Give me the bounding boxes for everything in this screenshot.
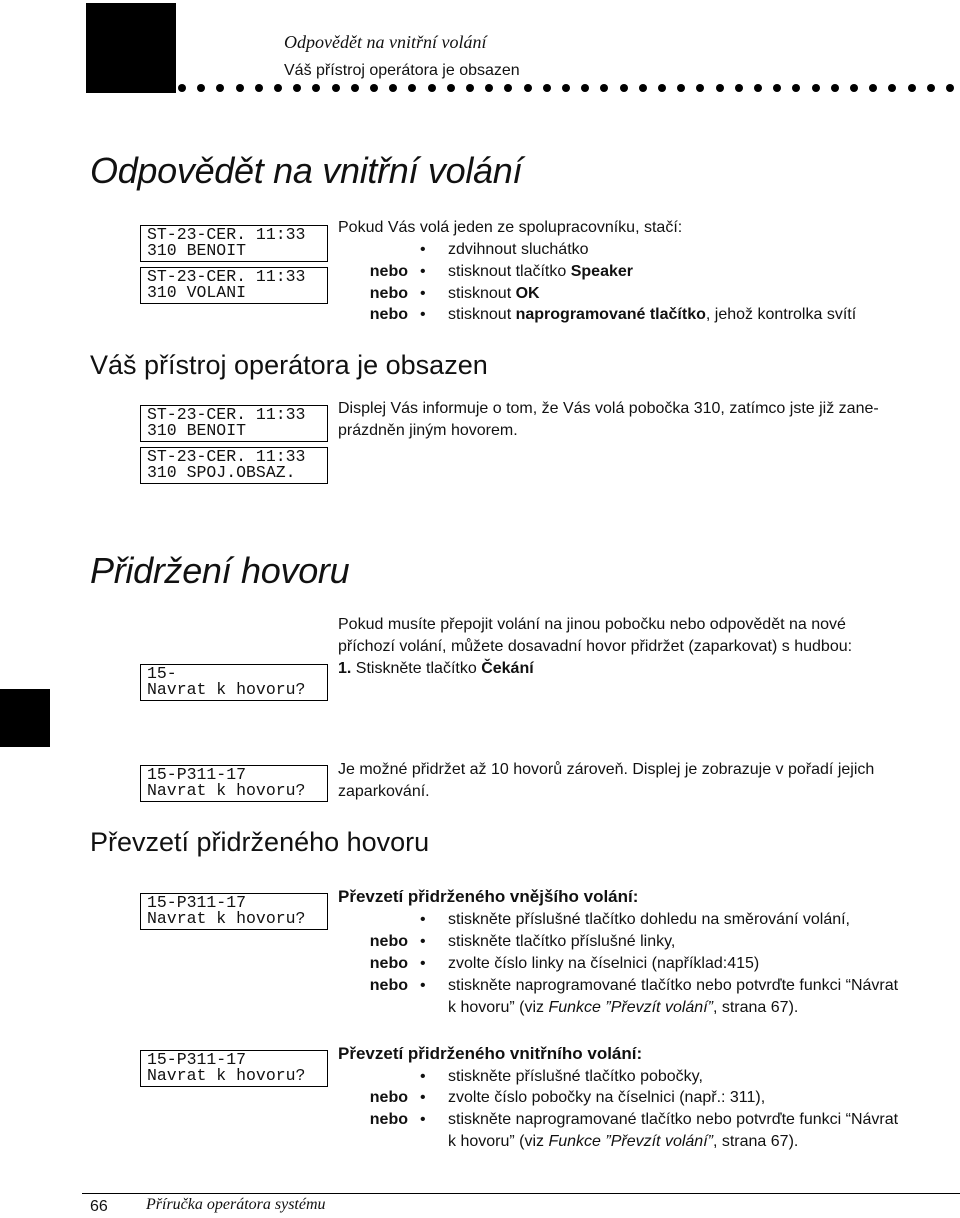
rule-dot [677,84,685,92]
rule-dot [504,84,512,92]
rule-dot [274,84,282,92]
rule-dot [754,84,762,92]
section-heading-answer-internal: Odpovědět na vnitřní volání [90,150,523,191]
lcd-display: ST-23-CER. 11:33 310 VOLANI [140,267,328,304]
rule-dot [332,84,340,92]
rule-dot [792,84,800,92]
rule-dot [773,84,781,92]
rule-dot [946,84,954,92]
section-heading-busy: Váš přístroj operátora je obsazen [90,350,488,380]
rule-dot [485,84,493,92]
side-black-tab [0,689,50,747]
rule-dot [216,84,224,92]
rule-dot [927,84,935,92]
lcd-display: ST-23-CER. 11:33 310 SPOJ.OBSAZ. [140,447,328,484]
rule-dot [524,84,532,92]
external-call-continuation: k hovoru” (viz Funkce ”Převzít volání”, strana 67). [448,999,799,1016]
rule-dot [812,84,820,92]
rule-dot [735,84,743,92]
section2-line1: Displej Vás informuje o tom, že Vás volá pobočka 310, zatímco jste již zane- [338,400,879,417]
running-header-subtitle: Váš přístroj operátora je obsazen [284,62,520,79]
rule-dot [600,84,608,92]
rule-dot [236,84,244,92]
section3-step: 1. Stiskněte tlačítko Čekání [338,660,534,677]
lcd-display: ST-23-CER. 11:33 310 BENOIT [140,405,328,442]
section1-intro: Pokud Vás volá jeden ze spolupracovníku, stačí: [338,219,683,236]
footer-title: Příručka operátora systému [146,1196,326,1213]
section3-para-line2: příchozí volání, můžete dosavadní hovor přidržet (zaparkovat) s hudbou: [338,638,853,655]
lcd-display: 15-P311-17 Navrat k hovoru? [140,893,328,930]
rule-dot [908,84,916,92]
rule-dot [696,84,704,92]
rule-dot [447,84,455,92]
running-header-title: Odpovědět na vnitřní volání [284,32,487,52]
rule-dot [831,84,839,92]
rule-dot [581,84,589,92]
footer-rule [82,1193,960,1194]
rule-dot [389,84,397,92]
section3-note-line2: zaparkování. [338,783,430,800]
rule-dot [869,84,877,92]
rule-dot [716,84,724,92]
external-call-title: Převzetí přidrženého vnějšího volání: [338,887,639,906]
section3-para-line1: Pokud musíte přepojit volání na jinou pobočku nebo odpovědět na nové [338,616,846,633]
header-black-tab [86,3,176,93]
rule-dot [620,84,628,92]
section2-line2: prázdněn jiným hovorem. [338,422,518,439]
rule-dot [888,84,896,92]
rule-dot [293,84,301,92]
rule-dot [351,84,359,92]
lcd-display: 15-P311-17 Navrat k hovoru? [140,765,328,802]
rule-dot [466,84,474,92]
internal-call-title: Převzetí přidrženého vnitřního volání: [338,1044,643,1063]
rule-dot [197,84,205,92]
section-heading-retrieve: Převzetí přidrženého hovoru [90,827,430,857]
rule-dot [543,84,551,92]
rule-dot [428,84,436,92]
dotted-rule [178,84,960,94]
rule-dot [178,84,186,92]
rule-dot [639,84,647,92]
rule-dot [562,84,570,92]
rule-dot [408,84,416,92]
section-heading-hold: Přidržení hovoru [90,550,350,591]
lcd-display: ST-23-CER. 11:33 310 BENOIT [140,225,328,262]
internal-call-continuation: k hovoru” (viz Funkce ”Převzít volání”, strana 67). [448,1133,799,1150]
lcd-display: 15-P311-17 Navrat k hovoru? [140,1050,328,1087]
page-number: 66 [90,1198,108,1215]
rule-dot [658,84,666,92]
section3-note-line1: Je možné přidržet až 10 hovorů zároveň. Displej je zobrazuje v pořadí jejich [338,761,875,778]
rule-dot [370,84,378,92]
rule-dot [312,84,320,92]
lcd-display: 15- Navrat k hovoru? [140,664,328,701]
rule-dot [850,84,858,92]
rule-dot [255,84,263,92]
